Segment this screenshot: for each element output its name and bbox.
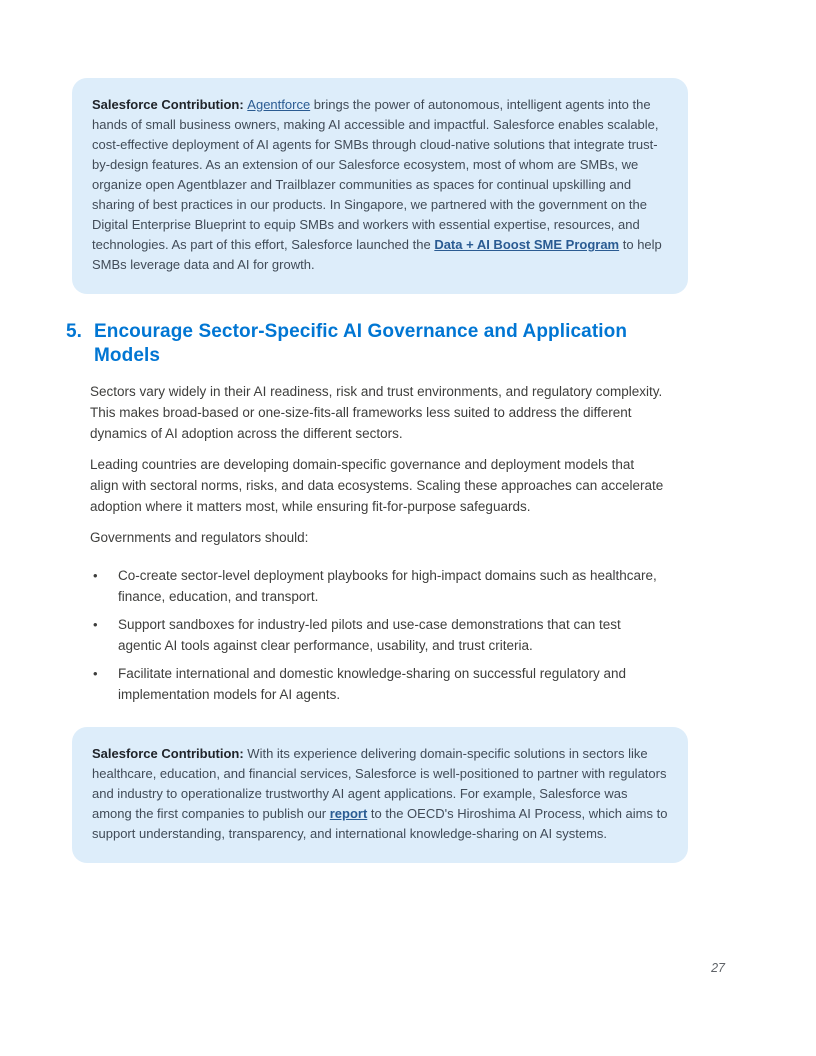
paragraph: Governments and regulators should: [90,530,309,545]
text-run: to the OECD's Hiroshima AI Process, which aims to support understanding, transparency, and international knowledge-sharing on AI systems. [92,806,668,841]
paragraph: Leading countries are developing domain-specific governance and deployment models that align with sectoral norms, risks, and data ecosystems. Scaling these approaches can accelerate adoption where it matters most, while ensuring fit-for-purpose safeguards. [90,457,664,514]
list-item: • Facilitate international and domestic knowledge-sharing on successful regulatory and implementation models for AI agents. [90,663,665,705]
text-run: Salesforce Contribution: [92,746,248,761]
section-body [90,381,665,705]
inline-link[interactable]: Data + AI Boost SME Program [434,237,620,252]
section-heading [66,320,688,368]
callout-2-text [92,744,668,844]
list-item: • Co-create sector-level deployment playbooks for high-impact domains such as healthcare, finance, education, and transport. [90,565,665,607]
inline-link[interactable]: report [329,806,368,821]
section-number: 5. [66,321,83,342]
recommendations-list [90,565,665,705]
section-title: Encourage Sector-Specific AI Governance and Application Models [94,321,628,366]
page-number: 27 [711,961,725,975]
salesforce-contribution-callout-2 [72,727,688,863]
text-run: Salesforce Contribution: [92,97,248,112]
paragraph: Sectors vary widely in their AI readiness, risk and trust environments, and regulatory complexity. This makes broad-based or one-size-fits-all frameworks less suited to address the different dynamics of AI adoption across the different sectors. [90,384,663,441]
inline-link[interactable]: Agentforce [247,97,311,112]
callout-1-text [92,95,668,275]
list-item: • Support sandboxes for industry-led pilots and use-case demonstrations that can test agentic AI tools against clear performance, usability, and trust criteria. [90,614,665,656]
page-content [66,78,688,863]
text-run: brings the power of autonomous, intelligent agents into the hands of small business owners, making AI accessible and impactful. Salesforce enables scalable, cost-effective deployment of AI agents for SMBs through cloud-native solutions that integrate trust-by-design features. As an extension of our Salesforce ecosystem, most of whom are SMBs, we organize open Agentblazer and Trailblazer communities as spaces for continual upskilling and sharing of best practices in our products. In Singapore, we partnered with the government on the Digital Enterprise Blueprint to equip SMBs and workers with essential expertise, resources, and technologies. As part of this effort, Salesforce launched the [92,97,659,252]
text-run: With its experience delivering domain-specific solutions in sectors like healthcare, education, and financial services, Salesforce is well-positioned to partner with regulators and industry to operationalize trustworthy AI agent applications. For example, Salesforce was among the first companies to publish our [92,746,667,821]
salesforce-contribution-callout-1 [72,78,688,294]
text-run: to help SMBs leverage data and AI for growth. [92,237,662,272]
